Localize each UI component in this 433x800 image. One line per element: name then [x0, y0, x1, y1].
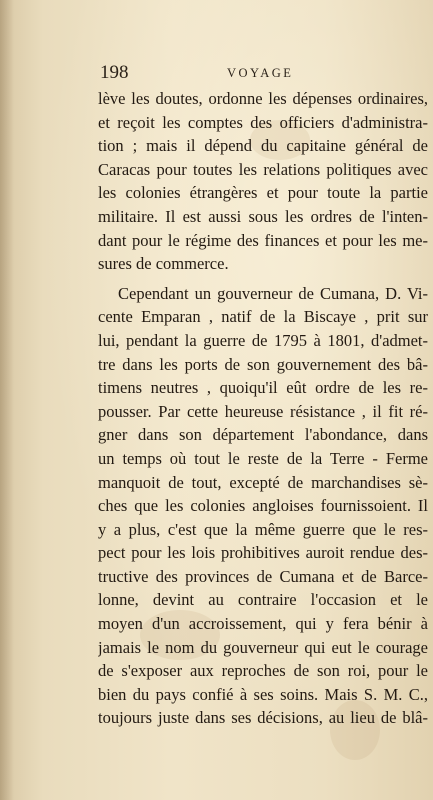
- text-line: militaire. Il est aussi sous les ordres de l'inten-: [98, 206, 428, 226]
- text-line: lonne, devint au contraire l'occasion et le: [98, 590, 428, 610]
- text-line: lève les doutes, ordonne les dépenses ordinaires,: [98, 89, 428, 108]
- page-header: [100, 62, 430, 84]
- text-line: Caracas pour toutes les relations politiques avec: [98, 159, 428, 179]
- text-line: gner dans son département l'abondance, dans: [98, 425, 428, 445]
- text-line: ches que les colonies angloises fournissoient. Il: [98, 496, 428, 516]
- text-line: y a plus, c'est que la même guerre que le res-: [98, 519, 428, 539]
- text-line: pect pour les lois prohibitives auroit rendue des-: [98, 543, 428, 563]
- paragraph: [98, 87, 428, 276]
- page-number: 198: [100, 62, 129, 83]
- text-line: timens neutres , quoiqu'il eût ordre de les re-: [98, 378, 428, 398]
- text-line: bien du pays confié à ses soins. Mais S. M. C.,: [98, 684, 428, 704]
- text-line: dant pour le régime des finances et pour les me-: [98, 230, 428, 250]
- running-head: VOYAGE: [227, 66, 294, 80]
- body-text: [98, 87, 428, 730]
- text-line: cente Emparan , natif de la Biscaye , prit sur: [98, 307, 428, 327]
- gutter-shadow: [0, 0, 14, 800]
- text-line: tructive des provinces de Cumana et de Barce-: [98, 566, 428, 586]
- text-line: manquoit de tout, excepté de marchandises sè-: [98, 472, 428, 492]
- text-line: lui, pendant la guerre de 1795 à 1801, d'admet-: [98, 330, 428, 350]
- text-line: les colonies étrangères et pour toute la partie: [98, 183, 428, 203]
- text-line: tre dans les ports de son gouvernement des bâ-: [98, 354, 428, 374]
- text-line: moyen d'un accroissement, qui y fera bénir à: [98, 614, 428, 634]
- text-line: Cependant un gouverneur de Cumana, D. Vi-: [118, 283, 428, 303]
- text-line: et reçoit les comptes des officiers d'administra-: [98, 112, 428, 132]
- text-line: jamais le nom du gouverneur qui eut le courage: [98, 637, 428, 657]
- paragraph: [98, 282, 428, 730]
- text-line: sures de commerce.: [98, 254, 229, 274]
- text-line: tion ; mais il dépend du capitaine général de: [98, 136, 428, 156]
- text-line: toujours juste dans ses décisions, au lieu de blâ-: [98, 708, 428, 728]
- text-line: pousser. Par cette heureuse résistance , il fit ré-: [98, 401, 428, 421]
- text-line: de s'exposer aux reproches de son roi, pour le: [98, 661, 428, 681]
- text-line: un temps où tout le reste de la Terre - Ferme: [98, 448, 428, 468]
